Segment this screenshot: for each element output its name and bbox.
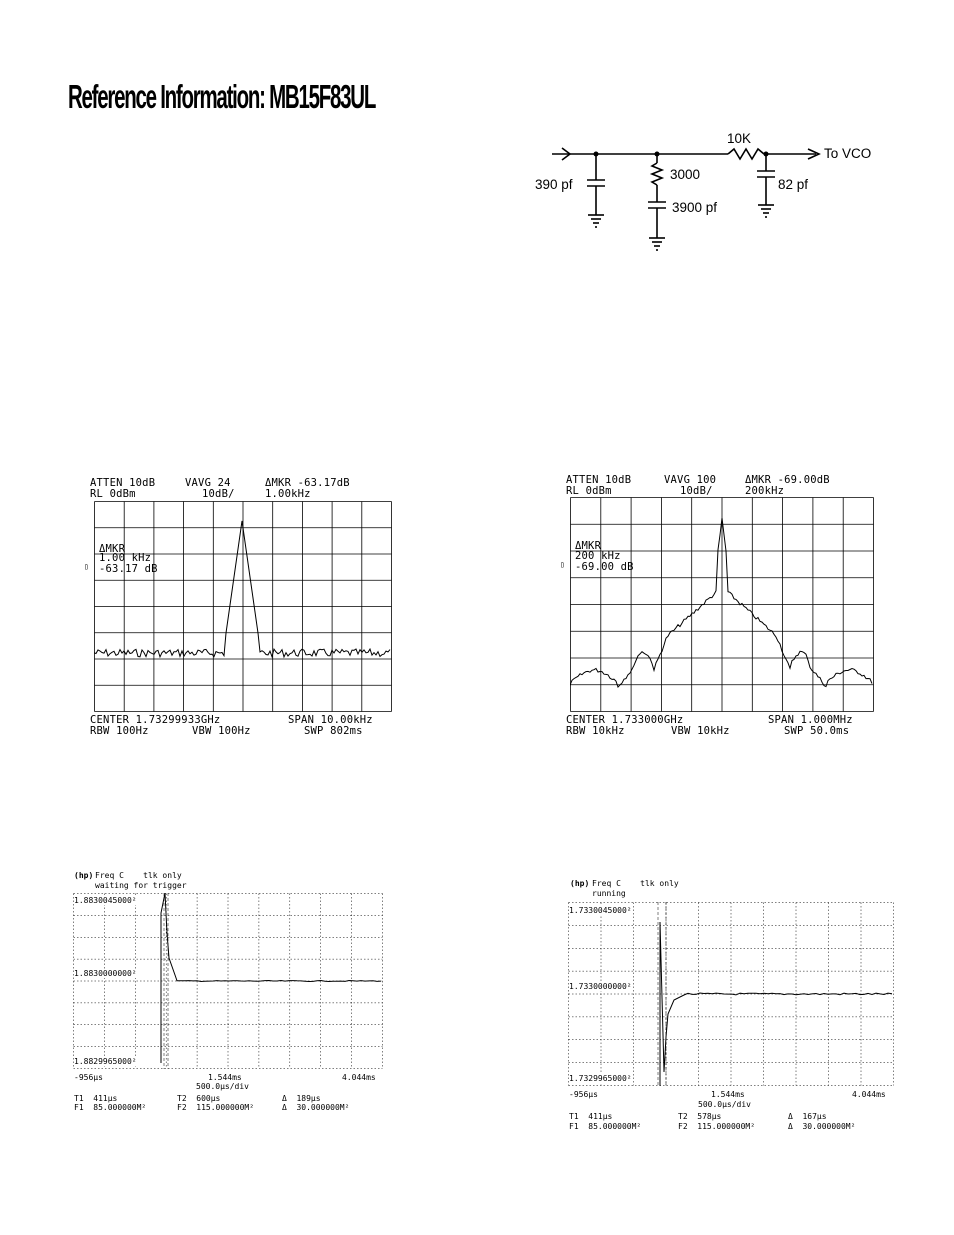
scale: 10dB/ xyxy=(680,485,713,497)
label-82pf: 82 pf xyxy=(778,177,809,192)
x-right: 4.044ms xyxy=(852,1090,886,1099)
marker-freq-box: 200 kHz xyxy=(575,550,621,562)
counter-status: waiting for trigger xyxy=(95,881,187,890)
x-mid: 1.544ms xyxy=(711,1090,745,1099)
sweep: SWP 50.0ms xyxy=(784,725,850,737)
y-bot: 1.7329965000² xyxy=(569,1074,632,1083)
span: SPAN 10.00kHz xyxy=(288,714,373,726)
counter-grid-left xyxy=(73,893,383,1069)
sweep: SWP 802ms xyxy=(304,725,363,737)
marker-value: -69.00 dB xyxy=(575,561,634,573)
t2: T2 600µs xyxy=(177,1094,221,1103)
x-left: -956µs xyxy=(569,1090,598,1099)
atten: ATTEN 10dB xyxy=(90,477,156,489)
vbw: VBW 10kHz xyxy=(671,725,730,737)
delta-marker: ΔMKR -69.00dB xyxy=(745,474,830,486)
y-mid: 1.8830000000² xyxy=(74,969,137,978)
t2: T2 578µs xyxy=(678,1112,722,1121)
center-freq: CENTER 1.733000GHz xyxy=(566,714,684,726)
spectrum-grid-left xyxy=(94,501,392,712)
hp-logo-icon: (hp) xyxy=(74,871,94,880)
x-left: -956µs xyxy=(74,1073,103,1082)
counter-status: running xyxy=(592,889,626,898)
f2: F2 115.000000M² xyxy=(177,1103,255,1112)
ref-level: RL 0dBm xyxy=(566,485,612,497)
scale: 10dB/ xyxy=(202,488,235,500)
center-freq: CENTER 1.73299933GHz xyxy=(90,714,221,726)
delta-f: Δ 30.000000M² xyxy=(282,1103,350,1112)
y-mid: 1.7330000000² xyxy=(569,982,632,991)
delta-t: Δ 189µs xyxy=(282,1094,321,1103)
label-to-vco: To VCO xyxy=(824,146,872,161)
atten: ATTEN 10dB xyxy=(566,474,632,486)
rbw: RBW 100Hz xyxy=(90,725,149,737)
marker-label: ΔMKR xyxy=(99,543,126,555)
counter-header: Freq C tlk only xyxy=(592,879,679,888)
counter-header: Freq C tlk only xyxy=(95,871,182,880)
page-title: Reference Information: MB15F83UL xyxy=(68,78,376,115)
marker-freq: 1.00kHz xyxy=(265,488,311,500)
delta-t: Δ 167µs xyxy=(788,1112,827,1121)
x-mid: 1.544ms xyxy=(208,1073,242,1082)
label-3900pf: 3900 pf xyxy=(672,200,718,215)
marker-freq-box: 1.00 kHz xyxy=(99,552,152,564)
vavg: VAVG 24 xyxy=(185,477,231,489)
label-10k: 10K xyxy=(727,131,752,146)
ref-level: RL 0dBm xyxy=(90,488,136,500)
x-right: 4.044ms xyxy=(342,1073,376,1082)
t1: T1 411µs xyxy=(569,1112,613,1121)
x-div: 500.0µs/div xyxy=(196,1082,249,1091)
y-bot: 1.8829965000² xyxy=(74,1057,137,1066)
delta-f: Δ 30.000000M² xyxy=(788,1122,856,1131)
label-3000: 3000 xyxy=(670,167,701,182)
f2: F2 115.000000M² xyxy=(678,1122,756,1131)
span: SPAN 1.000MHz xyxy=(768,714,853,726)
x-div: 500.0µs/div xyxy=(698,1100,751,1109)
t1: T1 411µs xyxy=(74,1094,118,1103)
hp-logo-icon: (hp) xyxy=(570,879,590,888)
vavg: VAVG 100 xyxy=(664,474,717,486)
delta-marker: ΔMKR -63.17dB xyxy=(265,477,350,489)
marker-label: ΔMKR xyxy=(575,540,602,552)
loop-filter-schematic xyxy=(530,125,890,265)
f1: F1 85.000000M² xyxy=(74,1103,147,1112)
y-top: 1.8830045000² xyxy=(74,896,137,905)
label-390pf: 390 pf xyxy=(535,177,573,192)
y-top: 1.7330045000² xyxy=(569,906,632,915)
rbw: RBW 10kHz xyxy=(566,725,625,737)
spectrum-grid-right xyxy=(570,497,874,712)
vbw: VBW 100Hz xyxy=(192,725,251,737)
f1: F1 85.000000M² xyxy=(569,1122,642,1131)
counter-grid-right xyxy=(568,902,894,1086)
marker-value: -63.17 dB xyxy=(99,563,158,575)
marker-freq: 200kHz xyxy=(745,485,785,497)
